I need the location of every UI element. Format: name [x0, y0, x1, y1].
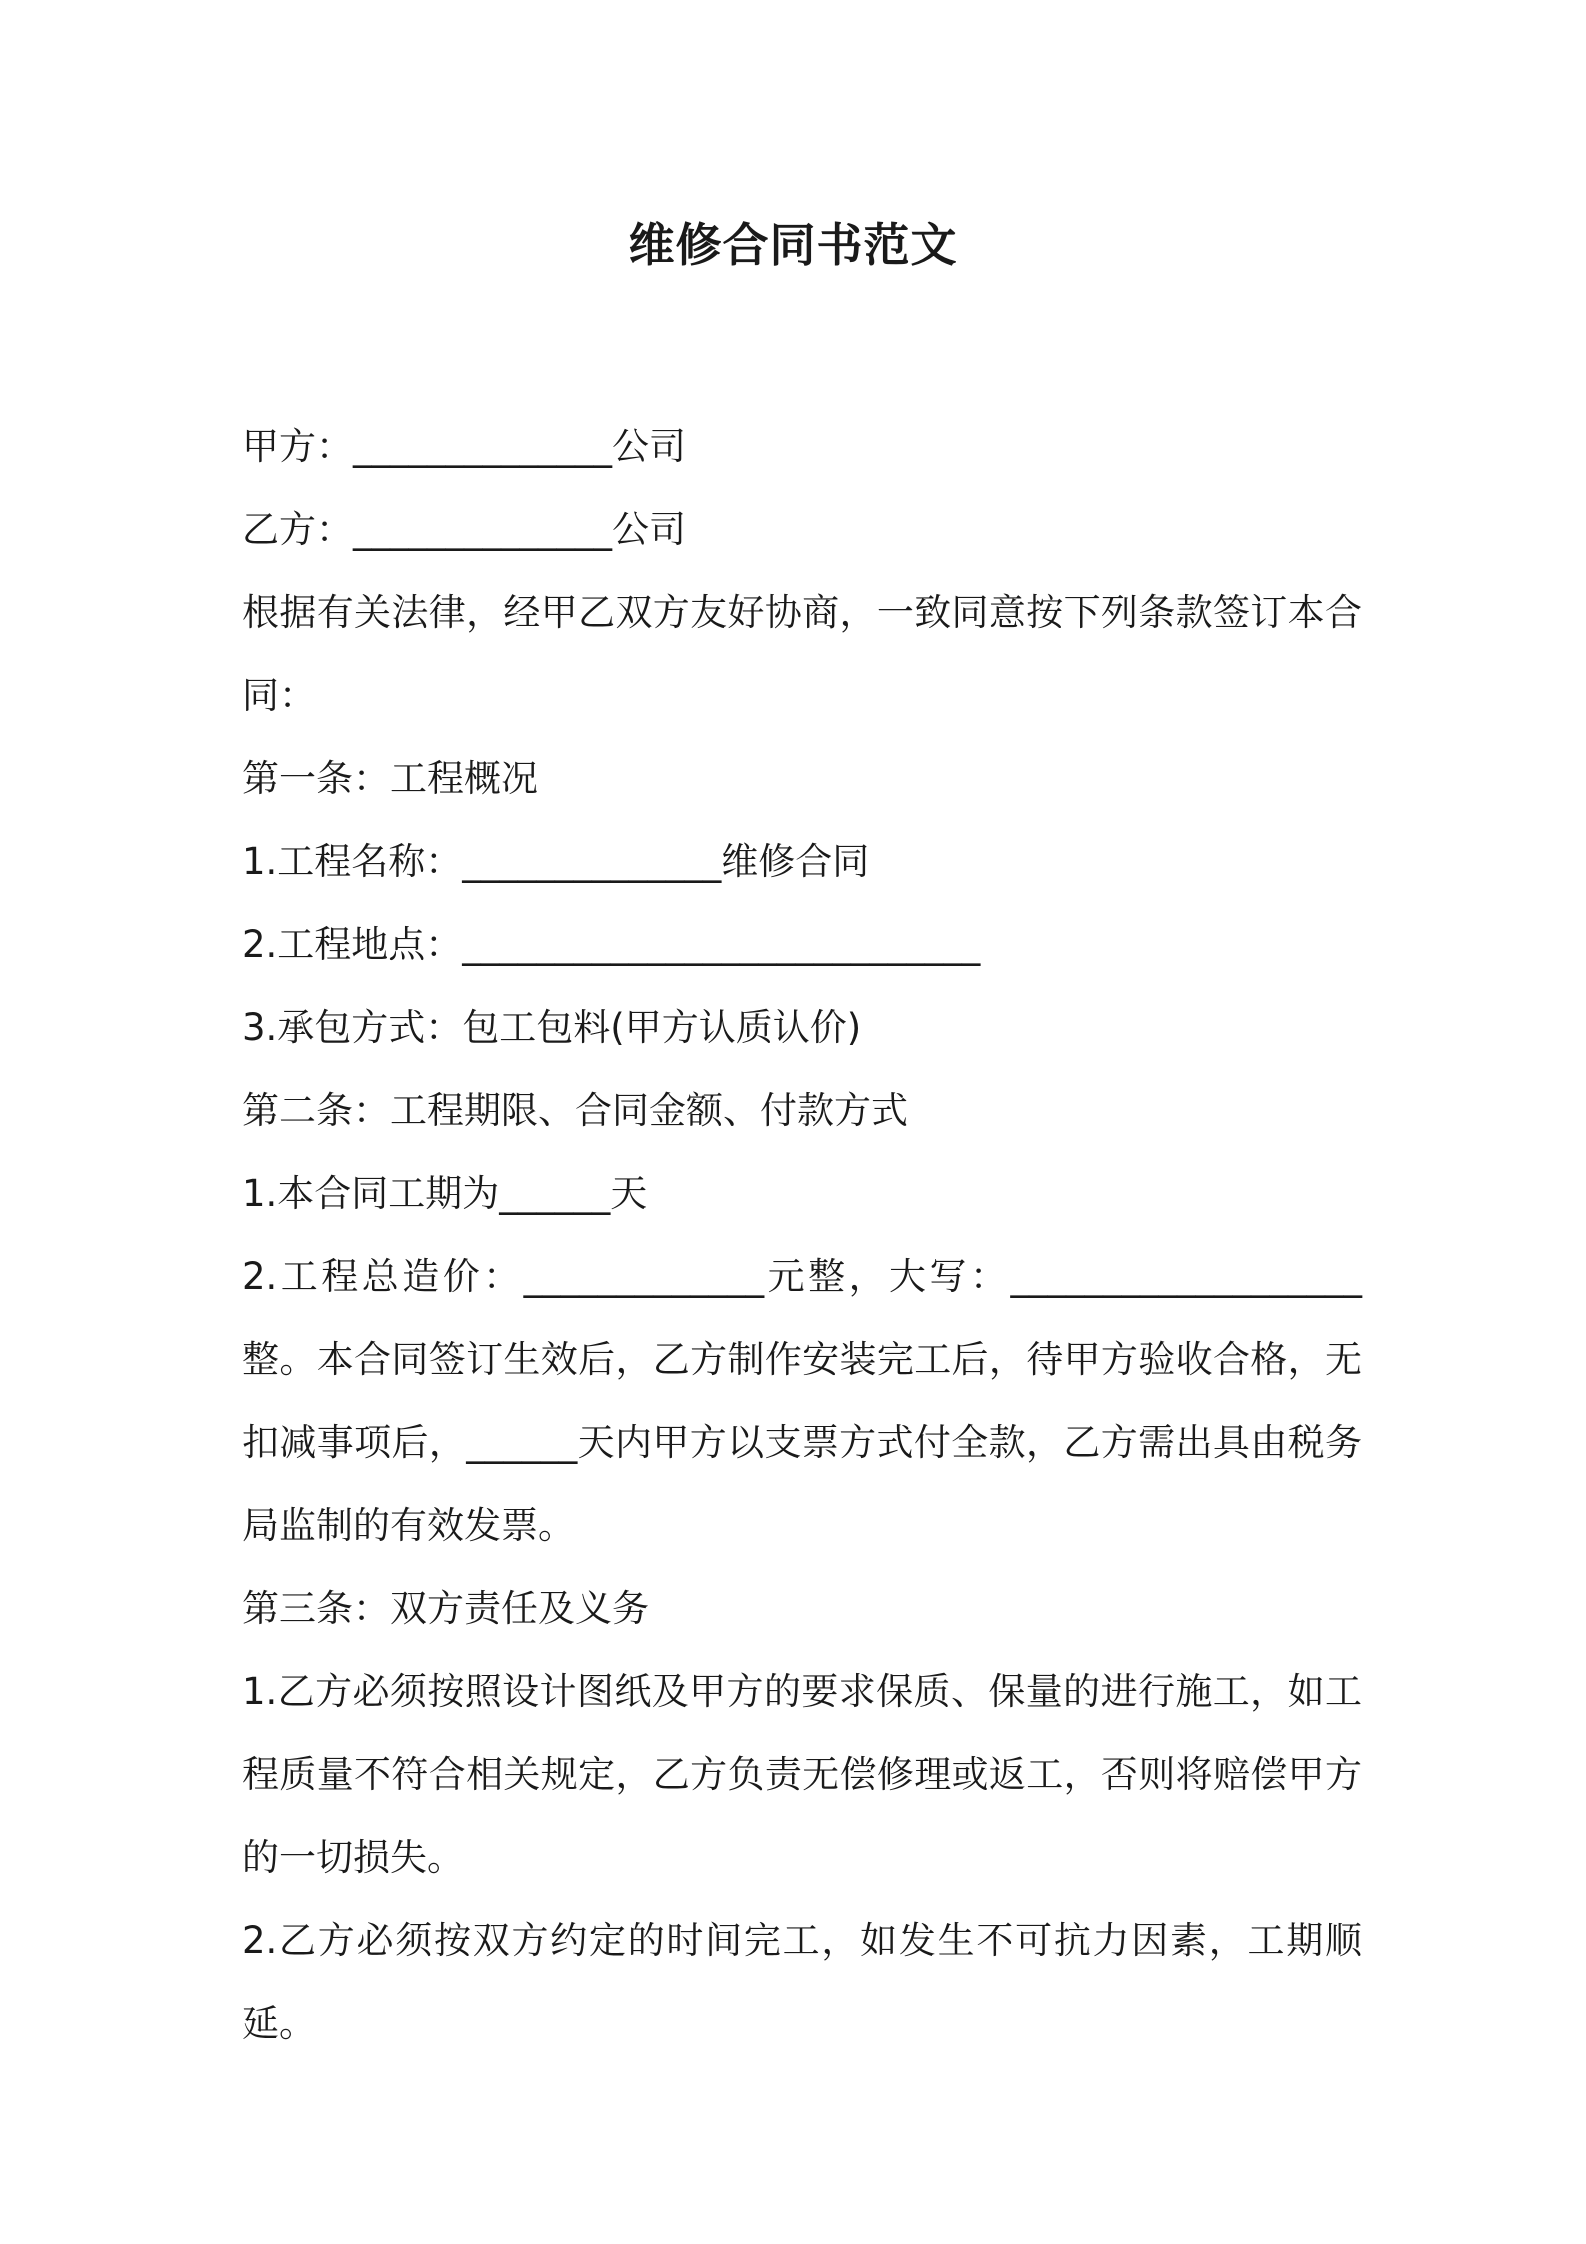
article-3-item-1: 1.乙方必须按照设计图纸及甲方的要求保质、保量的进行施工，如工程质量不符合相关规定，乙方负责无偿修理或返工，否则将赔偿甲方的一切损失。 — [242, 1670, 1362, 1879]
article-2-item-1: 1.本合同工期为______天 — [242, 1172, 648, 1215]
document-title: 维修合同书范文 — [628, 218, 958, 272]
article-2-heading: 第二条：工程期限、合同金额、付款方式 — [242, 1089, 908, 1132]
preamble-paragraph: 根据有关法律，经甲乙双方友好协商，一致同意按下列条款签订本合同： — [242, 591, 1362, 717]
party-b-line: 乙方：______________公司 — [242, 508, 686, 551]
article-1-item-2: 2.工程地点：____________________________ — [242, 923, 981, 966]
article-2-item-2: 2.工程总造价：_____________元整，大写：___________________整。本合同签订生效后，乙方制作安装完工后，待甲方验收合格，无扣减事项后，______天内甲方以支票方式付全款，乙方需出具由税务局监制的有效发票。 — [242, 1255, 1362, 1547]
article-1-item-3: 3.承包方式：包工包料(甲方认质认价) — [242, 1006, 862, 1049]
article-3-heading: 第三条：双方责任及义务 — [242, 1587, 649, 1630]
article-3-item-2: 2.乙方必须按双方约定的时间完工，如发生不可抗力因素，工期顺延。 — [242, 1919, 1362, 2045]
party-a-line: 甲方：______________公司 — [242, 425, 686, 468]
article-1-item-1: 1.工程名称：______________维修合同 — [242, 840, 870, 883]
document-body — [242, 405, 1362, 2065]
article-1-heading: 第一条：工程概况 — [242, 757, 538, 800]
